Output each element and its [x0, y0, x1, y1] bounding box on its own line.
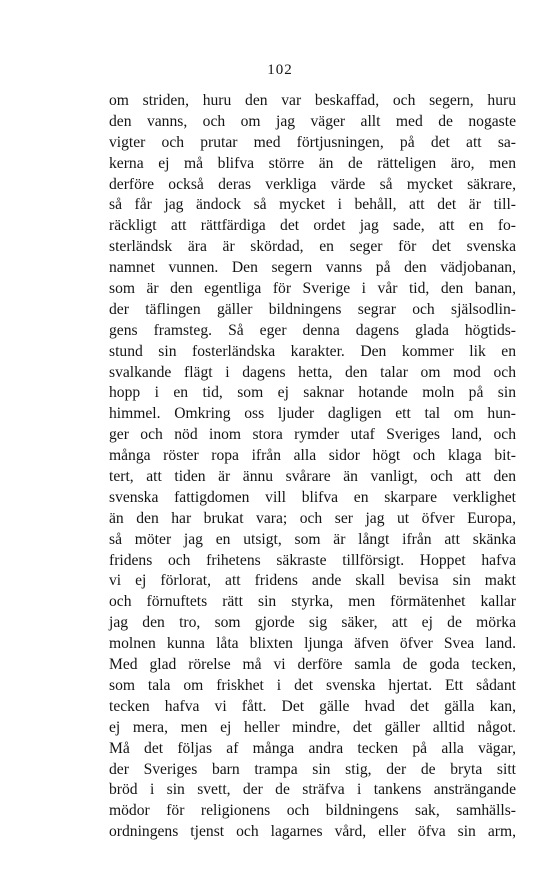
text-line: som tala om friskhet i det svenska hjertat. Ett sådant — [109, 676, 516, 694]
text-line: mödor för religionens och bildningens sak, samhälls- — [109, 802, 516, 820]
body-text — [109, 91, 516, 843]
text-line: bröd i sin svett, der de sträfva i tankens ansträngande — [109, 781, 516, 799]
text-line: så möter jag en utsigt, som är långt ifrån att skänka — [109, 530, 516, 548]
text-line: svenska fattigdomen vill blifva en skarpare verklighet — [109, 488, 516, 506]
text-line: svalkande flägt i dagens hetta, den talar om mod och — [109, 363, 516, 381]
text-line: sterländsk ära är skördad, en seger för det svenska — [109, 238, 516, 256]
text-line: räckligt att rättfärdiga det ordet jag sade, att en fo- — [109, 217, 516, 235]
text-line: derföre också deras verkliga värde så mycket säkrare, — [109, 175, 516, 193]
text-line: Må det följas af många andra tecken på alla vägar, — [109, 739, 516, 757]
text-line: och förnuftets rätt sin styrka, men förmätenhet kallar — [109, 593, 516, 611]
text-line: stund sin fosterländska karakter. Den kommer lik en — [109, 342, 516, 360]
text-line: tecken hafva vi fått. Det gälle hvad det gälla kan, — [109, 697, 516, 715]
text-line: himmel. Omkring oss ljuder dagligen ett tal om hun- — [109, 405, 516, 423]
text-line: hopp i en tid, som ej saknar hotande moln på sin — [109, 384, 516, 402]
text-line: ordningens tjenst och lagarnes vård, eller öfva sin arm, — [109, 823, 516, 841]
text-line: kerna ej må blifva större än de rätteligen äro, men — [109, 154, 516, 172]
text-line: många röster ropa ifrån alla sidor högt och klaga bit- — [109, 447, 516, 465]
text-line: fridens och frihetens säkraste tillförsigt. Hoppet hafva — [109, 551, 516, 569]
text-line: gens framsteg. Så eger denna dagens glada högtids- — [109, 321, 516, 339]
text-line: om striden, huru den var beskaffad, och segern, huru — [109, 92, 516, 109]
text-line: ej mera, men ej heller mindre, det gäller alltid något. — [109, 718, 516, 736]
text-line: än den har brukat vara; och ser jag ut öfver Europa, — [109, 509, 516, 527]
text-line: Med glad rörelse må vi derföre samla de goda tecken, — [109, 656, 516, 674]
text-line: som är den egentliga för Sverige i vår tid, den banan, — [109, 280, 516, 298]
page-number: 102 — [267, 62, 293, 78]
text-line: der täflingen gäller bildningens segrar och själsodlin- — [109, 300, 516, 318]
text-line: jag den tro, som gjorde sig säker, att ej de mörka — [109, 614, 516, 632]
text-line: vigter och prutar med förtjusningen, på det att sa- — [109, 133, 516, 151]
text-line: ger och nöd inom stora rymder utaf Sveriges land, och — [109, 426, 516, 444]
text-line: namnet vunnen. Den segern vanns på den vädjobanan, — [109, 259, 516, 277]
text-line: vi ej förlorat, att fridens ande skall bevisa sin makt — [109, 572, 516, 590]
text-line: molnen kunna låta blixten ljunga äfven öfver Svea land. — [109, 635, 516, 653]
text-line: den vanns, och om jag väger allt med de nogaste — [109, 112, 516, 130]
text-line: tert, att tiden är ännu svårare än vanligt, och att den — [109, 468, 516, 486]
text-line: så får jag ändock så mycket i behåll, att det är till- — [109, 196, 516, 214]
text-line: der Sveriges barn trampa sin stig, der de bryta sitt — [109, 760, 516, 778]
